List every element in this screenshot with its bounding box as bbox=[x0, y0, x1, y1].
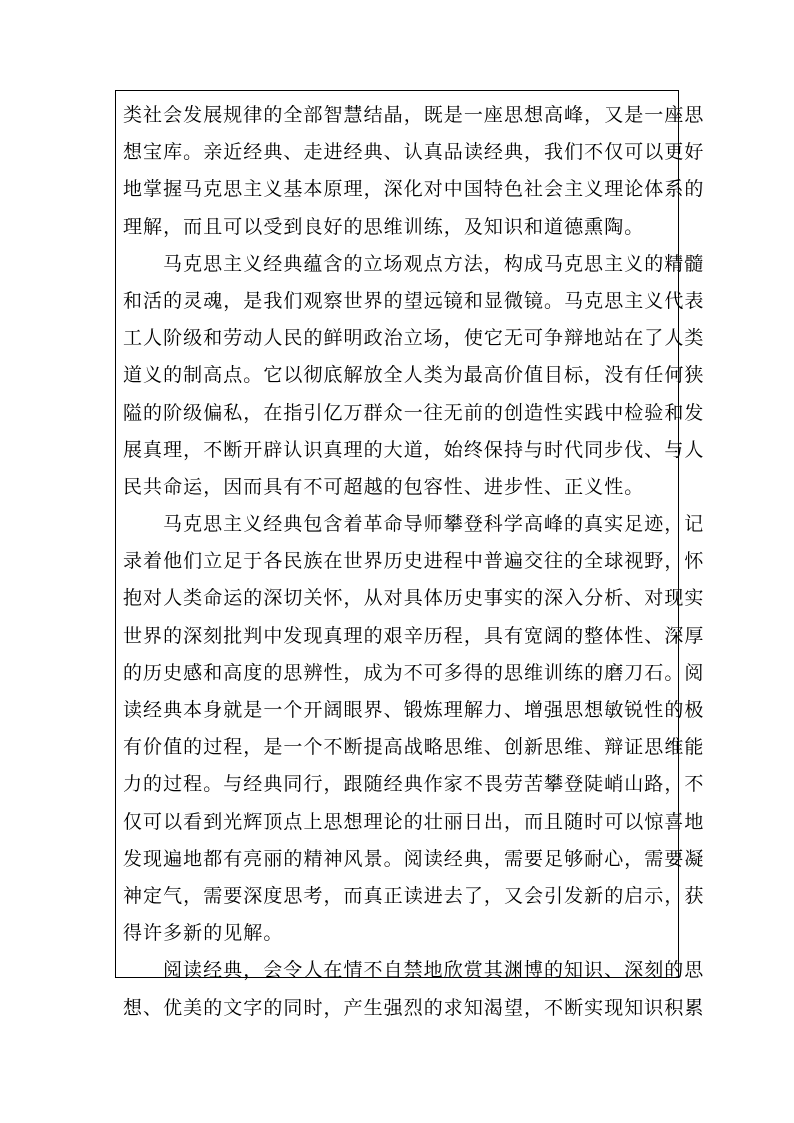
text-line: 工人阶级和劳动人民的鲜明政治立场，使它无可争辩地站在了人类 bbox=[123, 327, 705, 350]
text-line: 理解，而且可以受到良好的思维训练，及知识和道德熏陶。 bbox=[123, 215, 645, 238]
text-line: 神定气，需要深度思考，而真正读进去了，又会引发新的启示，获 bbox=[123, 884, 705, 907]
text-line: 和活的灵魂，是我们观察世界的望远镜和显微镜。马克思主义代表 bbox=[123, 289, 705, 312]
text-line: 发现遍地都有亮丽的精神风景。阅读经典，需要足够耐心，需要凝 bbox=[123, 847, 705, 870]
text-line: 得许多新的见解。 bbox=[123, 922, 284, 945]
text-frame bbox=[115, 90, 705, 1019]
text-line: 读经典本身就是一个开阔眼界、锻炼理解力、增强思想敏锐性的极 bbox=[123, 699, 705, 721]
text-line: 想宝库。亲近经典、走进经典、认真品读经典，我们不仅可以更好 bbox=[123, 141, 705, 164]
text-line: 隘的阶级偏私，在指引亿万群众一往无前的创造性实践中检验和发 bbox=[123, 401, 705, 424]
text-line: 的历史感和高度的思辨性，成为不可多得的思维训练的磨刀石。阅 bbox=[123, 661, 705, 684]
paragraph-first-line: 马克思主义经典蕴含的立场观点方法，构成马克思主义的精髓 bbox=[163, 252, 705, 275]
text-line: 抱对人类命运的深切关怀，从对具体历史事实的深入分析、对现实 bbox=[123, 587, 705, 610]
text-line: 录着他们立足于各民族在世界历史进程中普遍交往的全球视野，怀 bbox=[123, 550, 705, 573]
paragraph-first-line: 马克思主义经典包含着革命导师攀登科学高峰的真实足迹，记 bbox=[163, 513, 705, 536]
text-line: 道义的制高点。它以彻底解放全人类为最高价值目标，没有任何狭 bbox=[123, 364, 705, 387]
text-line: 仅可以看到光辉顶点上思想理论的壮丽日出，而且随时可以惊喜地 bbox=[123, 810, 705, 833]
text-line: 民共命运，因而具有不可超越的包容性、进步性、正义性。 bbox=[123, 475, 645, 498]
text-line: 世界的深刻批判中发现真理的艰辛历程，具有宽阔的整体性、深厚 bbox=[123, 624, 705, 647]
text-line: 地掌握马克思主义基本原理，深化对中国特色社会主义理论体系的 bbox=[123, 178, 705, 201]
paragraph-first-line: 阅读经典，会令人在情不自禁地欣赏其渊博的知识、深刻的思 bbox=[163, 959, 705, 982]
text-line: 展真理，不断开辟认识真理的大道，始终保持与时代同步伐、与人 bbox=[123, 438, 705, 461]
text-line: 类社会发展规律的全部智慧结晶，既是一座思想高峰，又是一座思 bbox=[123, 104, 705, 126]
text-line: 有价值的过程，是一个不断提高战略思维、创新思维、辩证思维能 bbox=[123, 736, 705, 759]
text-line: 力的过程。与经典同行，跟随经典作家不畏劳苦攀登陡峭山路，不 bbox=[123, 773, 705, 796]
text-line: 想、优美的文字的同时，产生强烈的求知渴望，不断实现知识积累 bbox=[123, 996, 705, 1019]
